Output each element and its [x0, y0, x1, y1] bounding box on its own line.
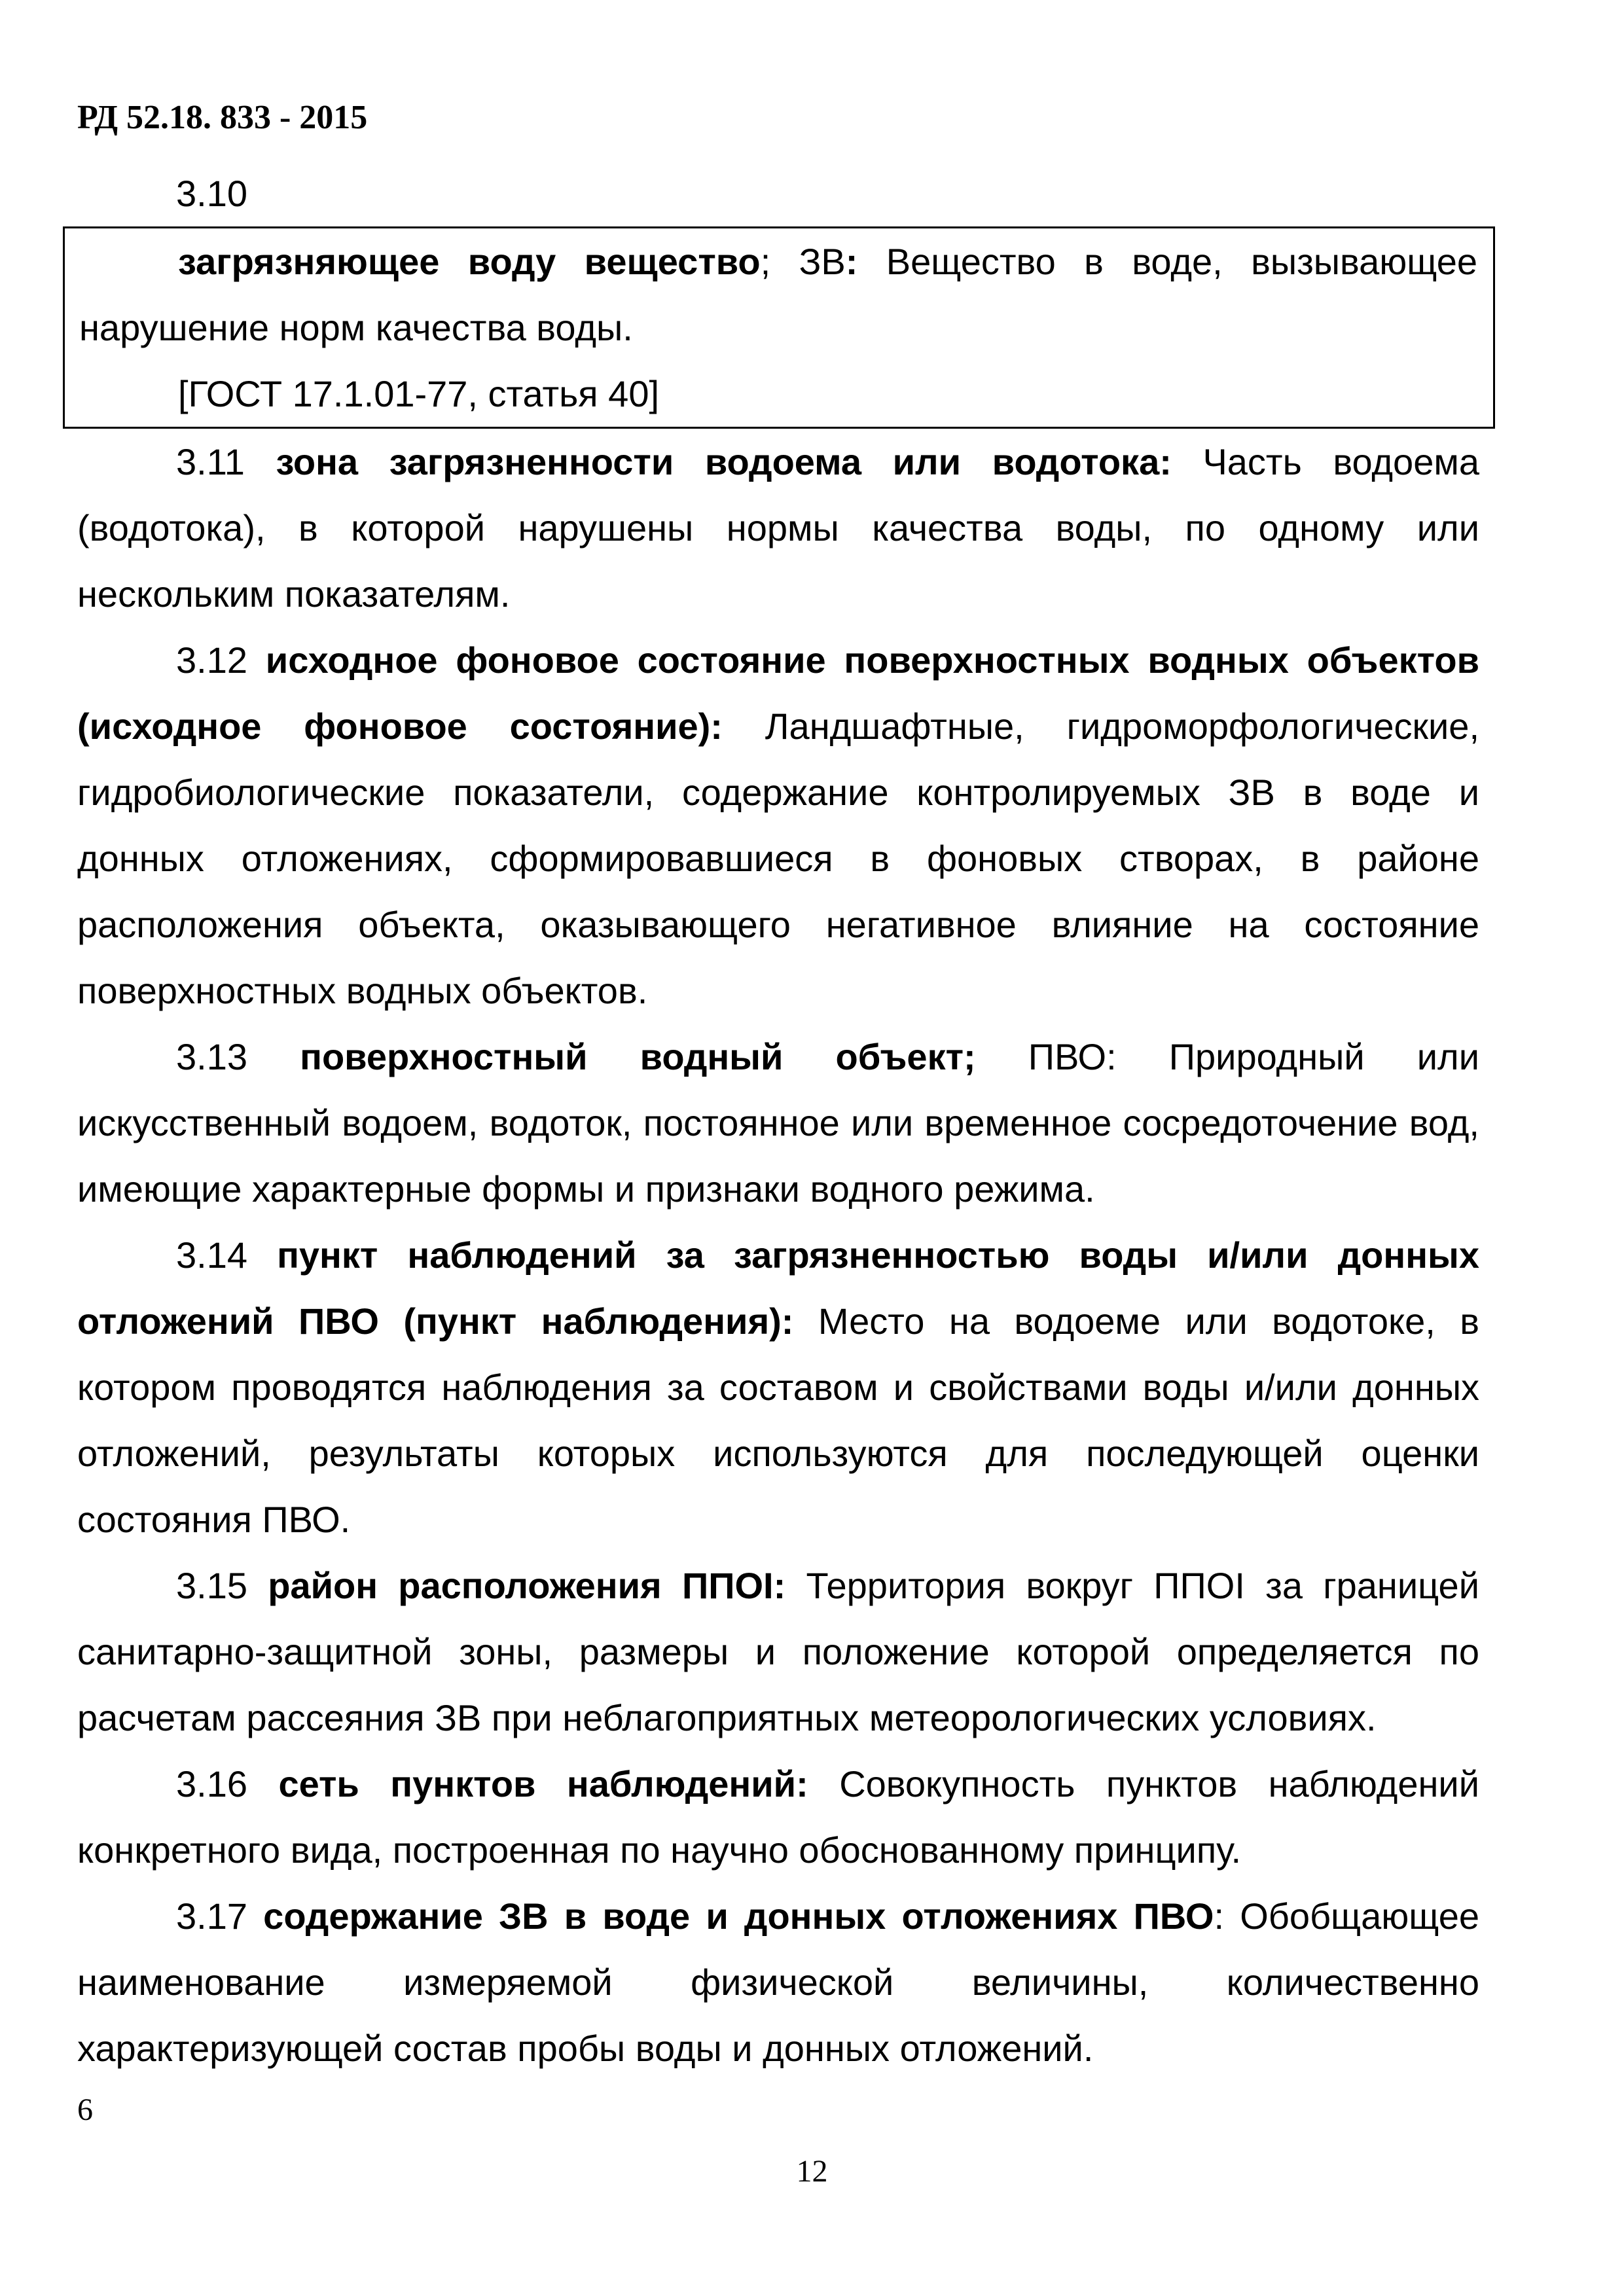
page-number-left: 6 [77, 2092, 93, 2127]
item-definition: Часть водоема (водотока), в которой нарушены нормы качества воды, по одному или нескольким показателям. [77, 441, 1479, 615]
page-number-center: 12 [796, 2154, 828, 2189]
definition-3-15 [77, 1552, 1479, 1751]
item-term: район расположения ППОI: [268, 1565, 786, 1606]
source-reference: [ГОСТ 17.1.01-77, статья 40] [178, 373, 660, 414]
item-number: 3.14 [176, 1234, 278, 1276]
section-number-3-10: 3.10 [176, 173, 247, 214]
item-term: пункт наблюдений за загрязненностью воды и/или донных отложений ПВО (пункт наблюдения): [77, 1234, 1479, 1342]
definition-text-3-10: Вещество в воде, вызывающее нарушение норм качества воды. [79, 241, 1477, 348]
definition-3-16 [77, 1751, 1479, 1883]
term-abbreviation: ЗВ [799, 241, 846, 282]
item-term: поверхностный водный объект; [300, 1036, 976, 1077]
document-body [77, 160, 1479, 2081]
item-number: 3.17 [176, 1895, 264, 1937]
definition-3-10 [79, 228, 1477, 361]
item-term: сеть пунктов наблюдений: [278, 1763, 808, 1804]
item-definition: ПВО: Природный или искусственный водоем, водоток, постоянное или временное сосредоточение вод, имеющие характерные формы и признаки водного режима. [77, 1036, 1480, 1210]
definition-3-14 [77, 1222, 1479, 1552]
item-term: исходное фоновое состояние поверхностных водных объектов (исходное фоновое состояние): [77, 639, 1479, 747]
item-number: 3.12 [176, 639, 266, 681]
item-definition: Ландшафтные, гидроморфологические, гидробиологические показатели, содержание контролируемых ЗВ в воде и донных отложениях, сформировавшиеся в фоновых створах, в районе расположения объекта, оказывающего негативное влияние на состояние поверхностных водных объектов. [77, 706, 1480, 1011]
item-definition: Место на водоеме или водотоке, в котором проводятся наблюдения за составом и свойствами воды и/или донных отложений, результаты которых используются для последующей оценки состояния ПВО. [77, 1300, 1479, 1540]
definition-3-11 [77, 429, 1479, 627]
item-definition: Территория вокруг ППОI за границей санитарно-защитной зоны, размеры и положение которой определяется по расчетам рассеяния ЗВ при неблагоприятных метеорологических условиях. [77, 1565, 1479, 1738]
term-3-10: загрязняющее воду вещество [178, 241, 761, 282]
term-separator: ; [760, 241, 799, 282]
term-colon: : [845, 241, 858, 282]
item-term: зона загрязненности водоема или водотока: [276, 441, 1172, 482]
item-definition: : Обобщающее наименование измеряемой физической величины, количественно характеризующей состав пробы воды и донных отложений. [77, 1895, 1479, 2069]
item-number: 3.16 [176, 1763, 279, 1804]
item-term: содержание ЗВ в воде и донных отложениях ПВО [263, 1895, 1214, 1937]
item-definition: Совокупность пунктов наблюдений конкретного вида, построенная по научно обоснованному принципу. [77, 1763, 1479, 1871]
document-code-header: РД 52.18. 833 - 2015 [77, 99, 368, 136]
item-number: 3.13 [176, 1036, 300, 1077]
quoted-definition-box [63, 226, 1495, 429]
item-number: 3.15 [176, 1565, 268, 1606]
definition-3-17 [77, 1883, 1479, 2081]
definition-3-12 [77, 627, 1479, 1024]
item-number: 3.11 [176, 441, 276, 482]
definition-3-13 [77, 1024, 1479, 1222]
